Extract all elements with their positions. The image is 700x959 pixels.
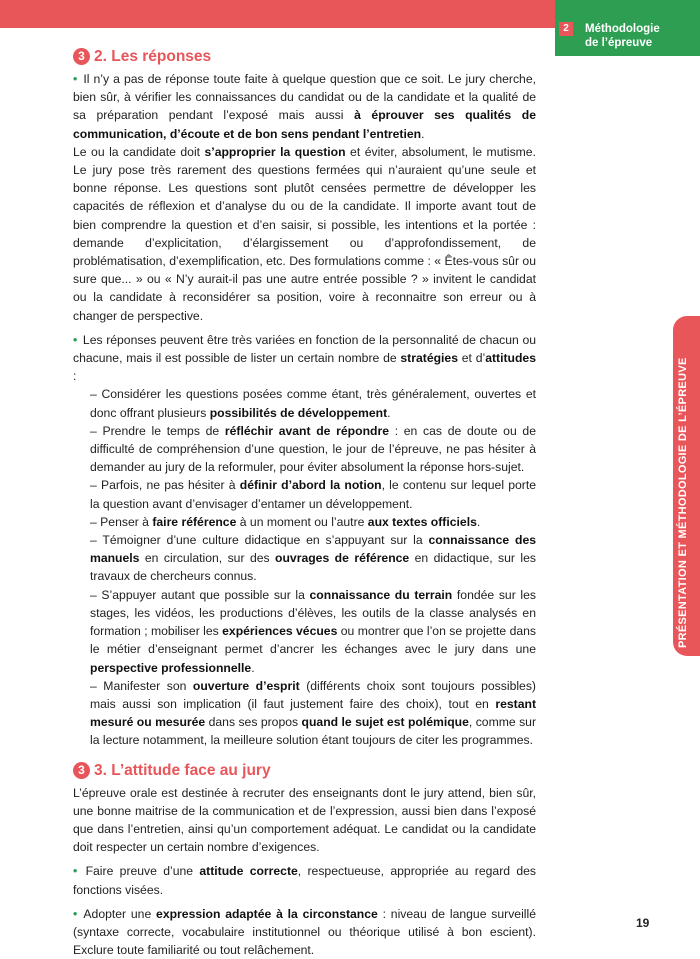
list-item: – Considérer les questions posées comme étant, très généralement, ouvertes et donc offrant plusieurs possibilités de développement. — [90, 387, 536, 420]
section-number-icon: 3 — [73, 48, 90, 65]
paragraph: Le ou la candidate doit s’approprier la question et éviter, absolument, le mutisme. Le jury pose très rarement des questions fermées qui n’auraient qu’une seule et bonne réponse. Les questions sont plutôt censées permettre de développer les capacités de réflexion et d’analyse du ou de la candidate. Il importe avant tout de bien comprendre la question et d’en saisir, si possible, les intentions et la portée : demande d’explicitation, d’élargissement ou d’approfondissement, de problématisation, d’exemplification, etc. Des formulations comme : « Êtes-vous sûr ou sure que... » ou « N’y aurait-il pas une autre entrée possible ? » invitent le candidat ou la candidate à reconsidérer sa position, voire à reconnaitre son erreur ou à changer de perspective. — [73, 144, 536, 323]
paragraph: • Faire preuve d’une attitude correcte, respectueuse, appropriée au regard des fonctions visées. — [73, 864, 536, 897]
chapter-marker — [555, 0, 700, 56]
paragraph: L’épreuve orale est destinée à recruter des enseignants dont le jury attend, bien sûr, une bonne maitrise de la communication et de l’expression, aussi bien dans l’exposé que dans l’entretien, ainsi qu’un comportement adéquat. Le candidat ou la candidate doit respecter un certain nombre d’exigences. — [73, 785, 536, 855]
top-color-bar — [0, 0, 555, 28]
chapter-number: 2 — [559, 22, 573, 36]
bullet-icon: • — [73, 864, 78, 879]
list-item: – S’appuyer autant que possible sur la connaissance du terrain fondée sur les stages, les vidéos, les productions d’élèves, les outils de la classe analysés en formation ; mobiliser les expériences vécues ou montrer que l’on se projette dans le métier d’enseignant permet d’ancrer les échanges avec le jury dans une perspective professionnelle. — [90, 587, 537, 675]
paragraph: • Les réponses peuvent être très variées en fonction de la personnalité de chacun ou chacune, mais il est possible de lister un certain nombre de stratégies et d’attitudes : — [73, 332, 536, 384]
bullet-icon: • — [73, 906, 78, 921]
paragraph: • Il n’y a pas de réponse toute faite à quelque question que ce soit. Le jury cherche, bien sûr, à vérifier les connaissances du candidat ou de la candidate et la qualité de sa préparation pendant l’exposé mais aussi à éprouver ses qualités de communication, d’écoute et de bon sens pendant l’entretien. — [73, 72, 536, 141]
chapter-title: Méthodologie de l’épreuve — [585, 23, 660, 49]
list-item: – Prendre le temps de réfléchir avant de répondre : en cas de doute ou de difficulté de compréhension d’une question, le jour de l’épreuve, ne pas hésiter à demander au jury de la reformuler, pour éviter absolument la réponse hors-sujet. — [90, 423, 536, 475]
paragraph: • Adopter une expression adaptée à la circonstance : niveau de langue surveillé (syntaxe correcte, vocabulaire institutionnel ou théorique utilisé à bon escient). Exclure toute familiarité ou tout relâchement. — [73, 906, 536, 958]
section-number-icon: 3 — [73, 762, 90, 779]
list-item: – Témoigner d’une culture didactique en s’appuyant sur la connaissance des manuels en circulation, sur des ouvrages de référence en didactique, sur les travaux de chercheurs connus. — [90, 533, 536, 584]
strategy-list — [73, 385, 536, 749]
list-item: – Penser à faire référence à un moment ou l’autre aux textes officiels. — [90, 514, 481, 529]
page-content — [73, 46, 536, 959]
section-3-heading: 3 3. L’attitude face au jury — [73, 760, 536, 782]
section-2-heading: 3 2. Les réponses — [73, 46, 536, 68]
bullet-icon: • — [73, 332, 78, 347]
side-section-label: PRÉSENTATION ET MÉTHODOLOGIE DE L’ÉPREUVE — [677, 357, 689, 648]
page-number: 19 — [636, 916, 650, 930]
list-item: – Manifester son ouverture d’esprit (différents choix sont toujours possibles) mais aussi son implication (il faut justement faire des choix), tout en restant mesuré ou mesurée dans ses propos quand le sujet est polémique, comme sur la lecture notamment, la meilleure solution étant toujours de citer les programmes. — [90, 678, 536, 748]
bullet-icon: • — [73, 72, 78, 86]
list-item: – Parfois, ne pas hésiter à définir d’abord la notion, le contenu sur lequel porte la question avant d’envisager d’entamer un développement. — [90, 478, 536, 511]
